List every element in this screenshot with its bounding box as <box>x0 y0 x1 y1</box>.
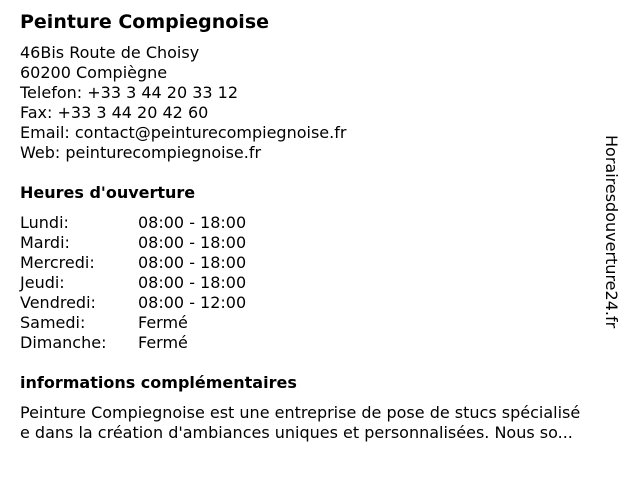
hours-row-vendredi <box>20 293 320 313</box>
day-label: Mercredi: <box>20 253 95 272</box>
hours-row-lundi <box>20 213 320 233</box>
address-city: 60200 Compiègne <box>20 63 168 82</box>
day-hours: Fermé <box>138 333 188 352</box>
hours-row-mercredi <box>20 253 320 273</box>
day-hours: 08:00 - 12:00 <box>138 293 247 312</box>
contact-block <box>20 43 346 163</box>
email-address: Email: contact@peinturecompiegnoise.fr <box>20 123 347 142</box>
day-label: Mardi: <box>20 233 70 252</box>
fax-number: Fax: +33 3 44 20 42 60 <box>20 103 209 122</box>
business-name: Peinture Compiegnoise <box>20 11 270 33</box>
day-label: Samedi: <box>20 313 86 332</box>
day-label: Lundi: <box>20 213 69 232</box>
address-street: 46Bis Route de Choisy <box>20 43 200 62</box>
website: Web: peinturecompiegnoise.fr <box>20 143 262 162</box>
day-hours: 08:00 - 18:00 <box>138 253 247 272</box>
opening-hours-table <box>20 213 320 353</box>
day-hours: 08:00 - 18:00 <box>138 213 247 232</box>
day-hours: 08:00 - 18:00 <box>138 233 247 252</box>
day-hours: 08:00 - 18:00 <box>138 273 247 292</box>
day-label: Vendredi: <box>20 293 96 312</box>
hours-row-jeudi <box>20 273 320 293</box>
description-line: Peinture Compiegnoise est une entreprise de pose de stucs spécialisé <box>20 403 581 422</box>
site-watermark: Horairesdouverture24.fr <box>602 135 621 329</box>
description-line: e dans la création d'ambiances uniques et personnalisées. Nous so... <box>20 423 573 442</box>
hours-row-mardi <box>20 233 320 253</box>
day-label: Dimanche: <box>20 333 107 352</box>
additional-info-heading: informations complémentaires <box>20 373 297 392</box>
day-hours: Fermé <box>138 313 188 332</box>
hours-row-samedi <box>20 313 320 333</box>
opening-hours-heading: Heures d'ouverture <box>20 183 196 202</box>
day-label: Jeudi: <box>20 273 65 292</box>
hours-row-dimanche <box>20 333 320 353</box>
phone-number: Telefon: +33 3 44 20 33 12 <box>20 83 239 102</box>
business-description <box>20 403 626 443</box>
